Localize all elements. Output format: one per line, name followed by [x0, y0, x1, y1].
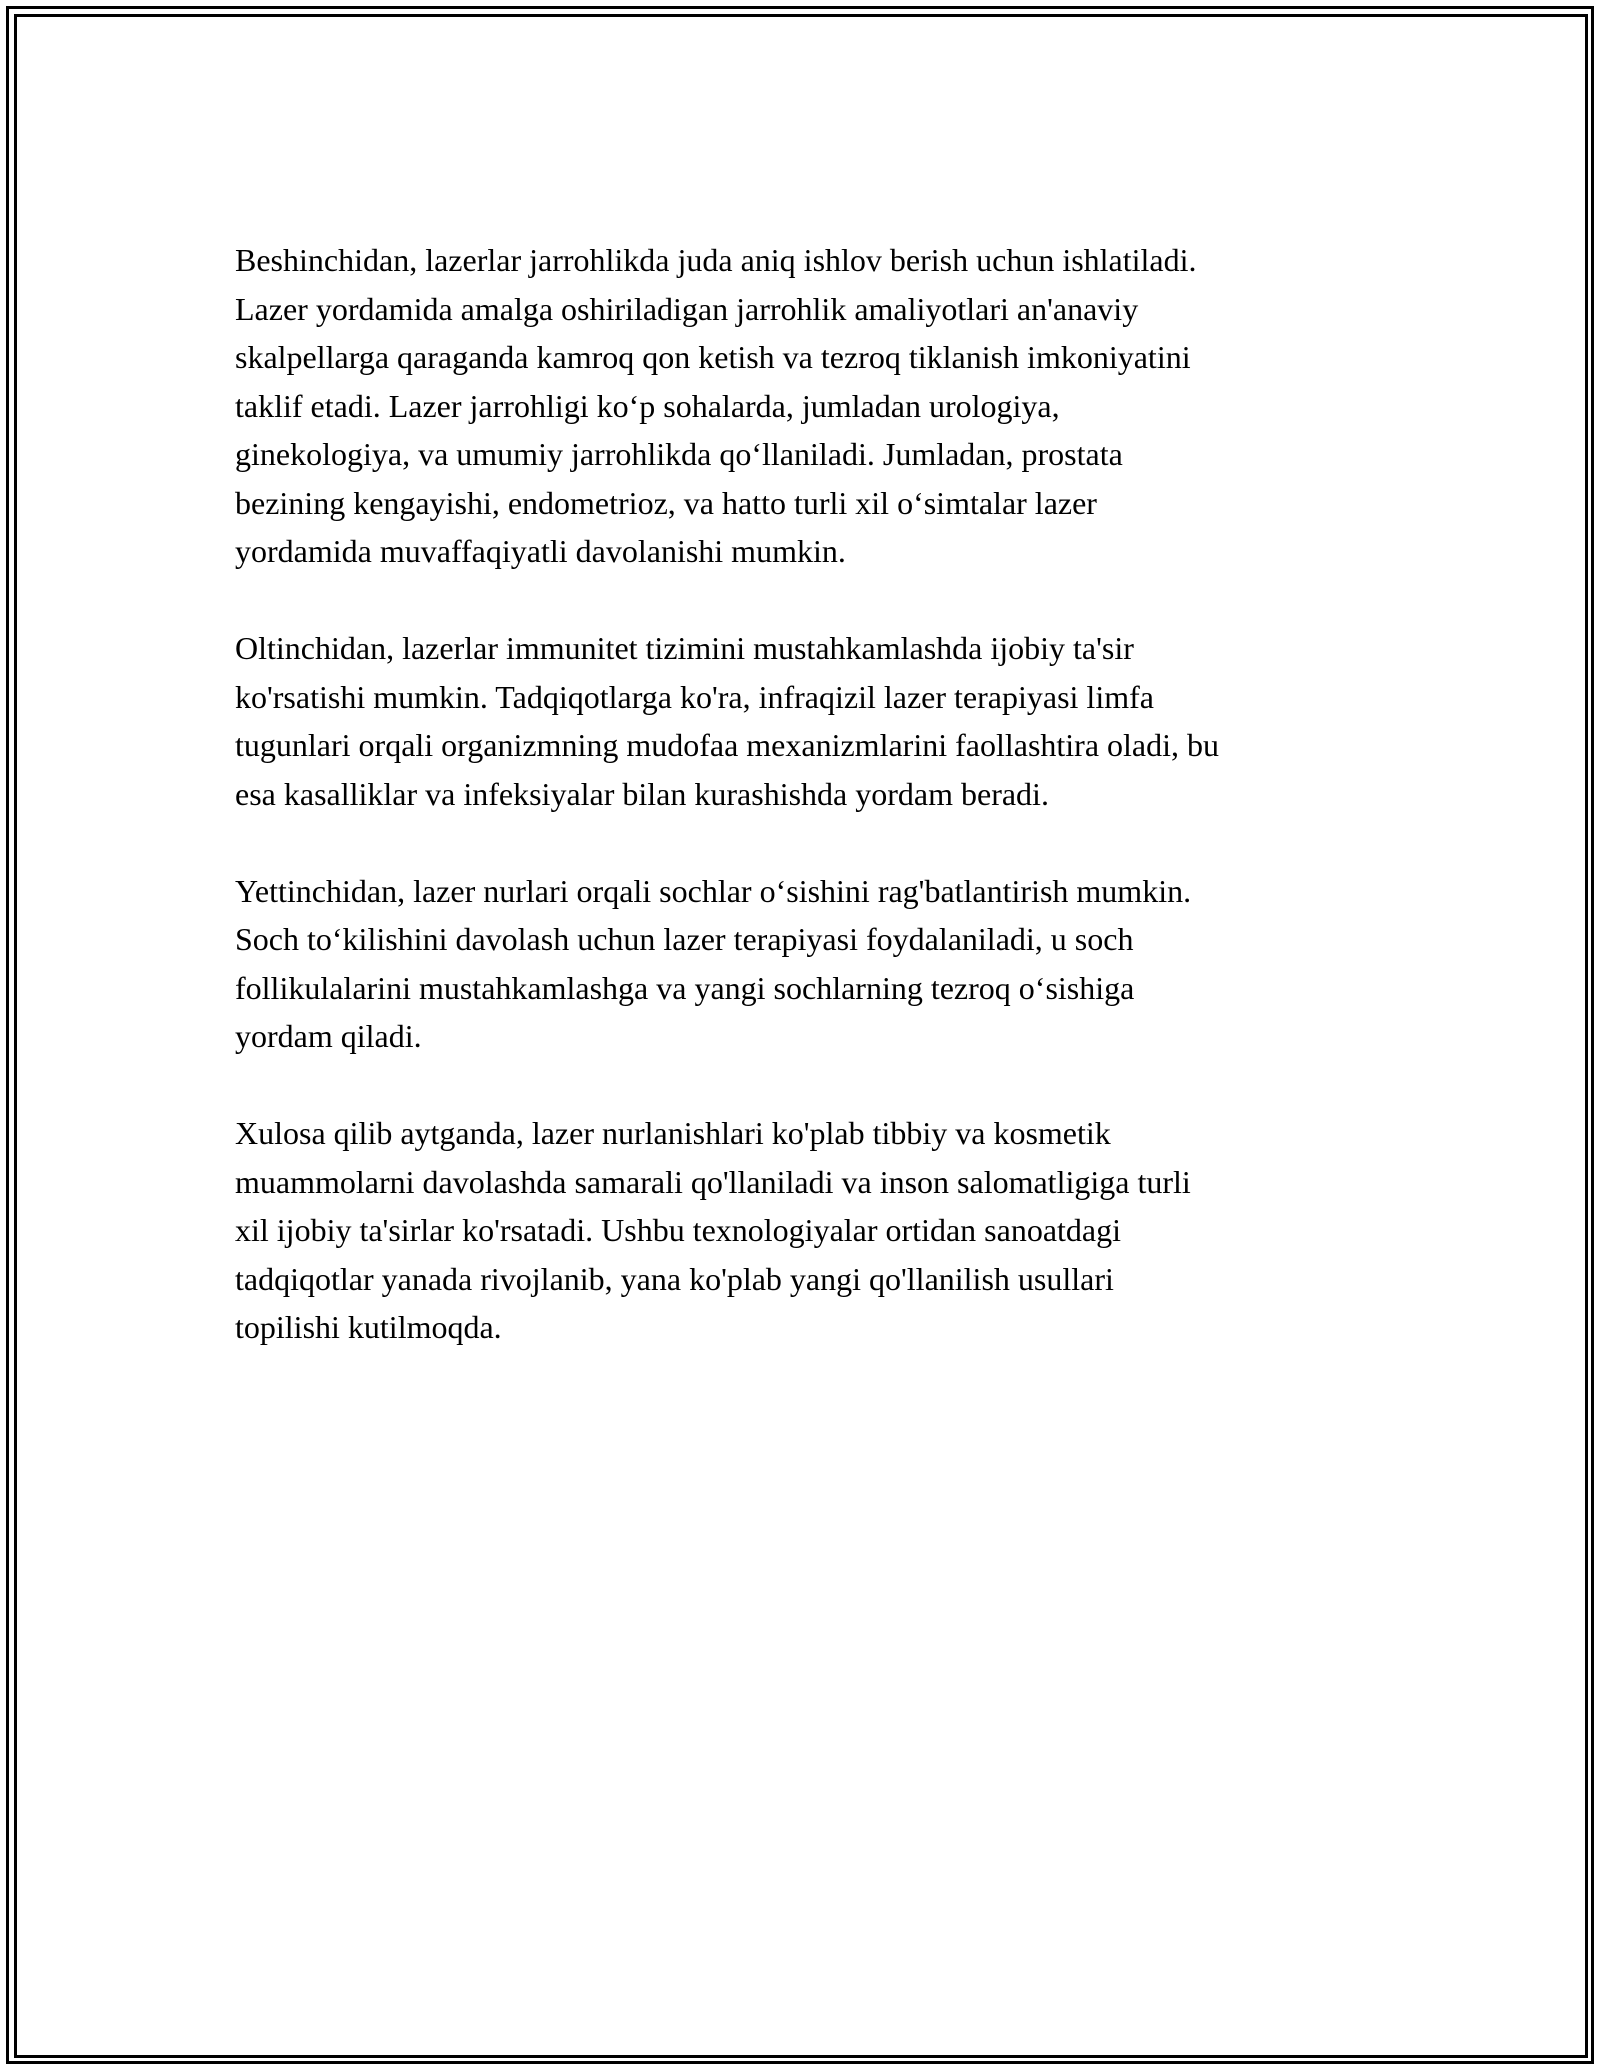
text-line: Lazer yordamida amalga oshiriladigan jarrohlik amaliyotlari an'anaviy [235, 290, 1139, 327]
text-line: ginekologiya, va umumiy jarrohlikda qo‘llaniladi. Jumladan, prostata [235, 436, 1123, 472]
text-line: topilishi kutilmoqda. [235, 1309, 502, 1345]
text-line: xil ijobiy ta'sirlar ko'rsatadi. Ushbu texnologiyalar ortidan sanoatdagi [235, 1212, 1121, 1248]
text-line: yordam qiladi. [235, 1018, 422, 1054]
text-line: esa kasalliklar va infeksiyalar bilan kurashishda yordam beradi. [235, 775, 1049, 812]
paragraph-3 [235, 867, 1365, 1061]
paragraph-2 [235, 624, 1365, 818]
text-line: Yettinchidan, lazer nurlari orqali sochlar o‘sishini rag'batlantirish mumkin. [235, 872, 1192, 909]
paragraph-4 [235, 1109, 1365, 1352]
text-line: Xulosa qilib aytganda, lazer nurlanishlari ko'plab tibbiy va kosmetik [235, 1115, 1111, 1151]
text-line: bezining kengayishi, endometrioz, va hatto turli xil o‘simtalar lazer [235, 484, 1097, 521]
text-line: Beshinchidan, lazerlar jarrohlikda juda aniq ishlov berish uchun ishlatiladi. [235, 242, 1197, 278]
text-line: muammolarni davolashda samarali qo'llaniladi va inson salomatligiga turli [235, 1163, 1191, 1200]
text-line: yordamida muvaffaqiyatli davolanishi mumkin. [235, 533, 846, 569]
text-line: skalpellarga qaraganda kamroq qon ketish va tezroq tiklanish imkoniyatini [235, 339, 1191, 375]
text-line: follikulalarini mustahkamlashga va yangi sochlarning tezroq o‘sishiga [235, 969, 1135, 1006]
text-line: Soch to‘kilishini davolash uchun lazer terapiyasi foydalaniladi, u soch [235, 921, 1134, 957]
document-body [235, 236, 1365, 1400]
text-line: Oltinchidan, lazerlar immunitet tizimini mustahkamlashda ijobiy ta'sir [235, 630, 1134, 666]
text-line: tadqiqotlar yanada rivojlanib, yana ko'plab yangi qo'llanilish usullari [235, 1260, 1114, 1297]
text-line: taklif etadi. Lazer jarrohligi ko‘p sohalarda, jumladan urologiya, [235, 387, 1060, 424]
text-line: tugunlari orqali organizmning mudofaa mexanizmlarini faollashtira oladi, bu [235, 727, 1220, 763]
text-line: ko'rsatishi mumkin. Tadqiqotlarga ko'ra, infraqizil lazer terapiyasi limfa [235, 678, 1154, 715]
paragraph-1 [235, 236, 1365, 576]
